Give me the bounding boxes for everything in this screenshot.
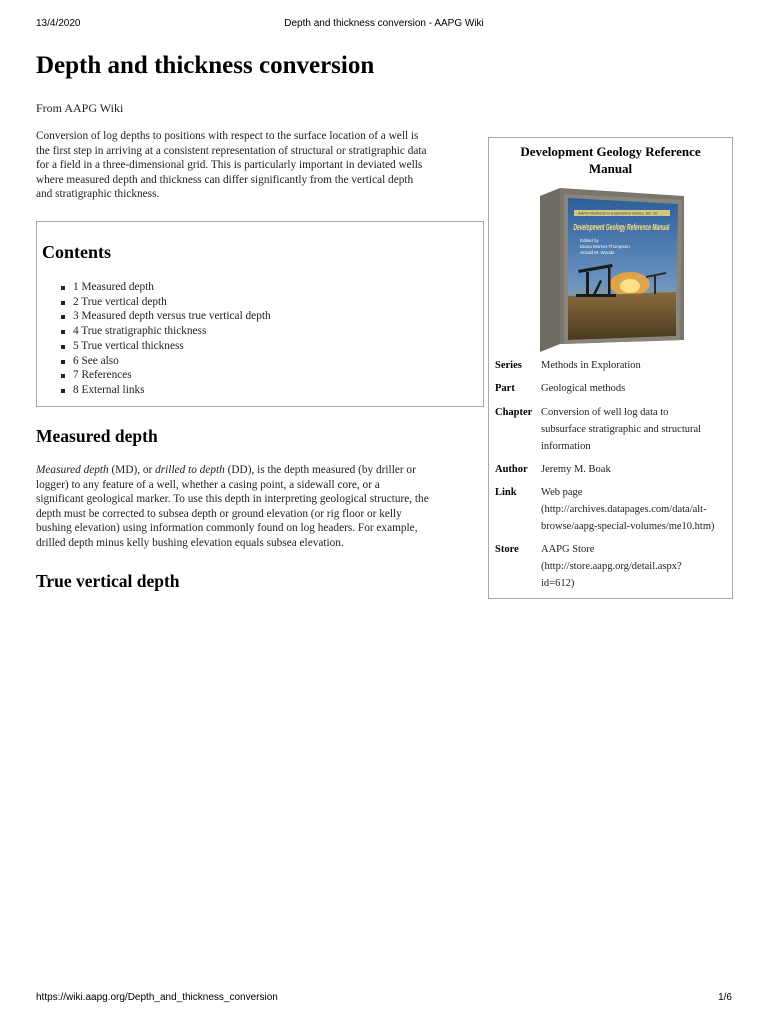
intro-line: and stratigraphic thickness.: [36, 188, 160, 201]
paragraph-line: significant geological marker. To use this depth in interpreting geological structure, the: [36, 493, 429, 506]
cover-editors-line: Edited by: [580, 238, 599, 243]
paragraph-line: bushing elevation) using information commonly found on log headers. For example,: [36, 522, 418, 535]
term-drilled-to-depth: drilled to depth: [155, 464, 225, 476]
toc-item-measured-depth[interactable]: 1 Measured depth: [61, 280, 271, 295]
cover-series-text: AAPG Methods in Exploration Series, No. 10: [578, 210, 658, 216]
infobox-store-value[interactable]: AAPG Store (http://store.aapg.org/detail.aspx? id=612): [541, 544, 682, 589]
infobox-value: Jeremy M. Boak: [541, 464, 611, 475]
paragraph-line: depth must be corrected to subsea depth or ground elevation (or rig floor or kelly: [36, 507, 402, 520]
print-url: https://wiki.aapg.org/Depth_and_thickness_conversion: [36, 992, 278, 1003]
toc-title: Contents: [42, 242, 112, 262]
paragraph-line: logger) to any feature of a well, whether a casing point, a sidewall core, or a: [36, 478, 380, 491]
infobox-value: Conversion of well log data to subsurface stratigraphic and structural information: [541, 407, 702, 452]
measured-depth-paragraph: Measured depth (MD), or drilled to depth (DD), is the depth measured (by driller or logger) to any feature of a well, whether a casing point, a sidewall core, or a significant geological marker. To use this depth in interpreting geological structure, the depth must be corrected to subsea depth or ground elevation (or rig floor or kelly bushing elevation) using information commonly found on log headers. For example, drilled depth minus kelly bushing elevation equals subsea elevation.: [36, 463, 480, 551]
infobox-label: Link: [495, 487, 517, 498]
infobox-label: Store: [495, 544, 519, 555]
paragraph-line: drilled depth minus kelly bushing elevation equals subsea elevation.: [36, 536, 344, 549]
toc-item-md-versus-tvd[interactable]: 3 Measured depth versus true vertical depth: [61, 309, 271, 324]
print-page-title: Depth and thickness conversion - AAPG Wiki: [284, 18, 484, 29]
page-title: Depth and thickness conversion: [36, 52, 375, 79]
intro-line: the first step in arriving at a consistent representation of structural or stratigraphic data: [36, 144, 427, 157]
site-subtitle: From AAPG Wiki: [36, 101, 124, 115]
intro-paragraph: [36, 129, 480, 202]
toc-item-see-also[interactable]: 6 See also: [61, 354, 271, 369]
intro-line: Conversion of log depths to positions with respect to the surface location of a well is: [36, 130, 419, 142]
toc-item-true-vertical-thickness[interactable]: 5 True vertical thickness: [61, 339, 271, 354]
intro-line: where measured depth and thickness can differ significantly from the vertical depth: [36, 173, 414, 186]
intro-line: for a field in a three-dimensional grid. This is particularly important in deviated wells: [36, 159, 423, 172]
infobox-label: Part: [495, 383, 515, 394]
infobox-label: Series: [495, 360, 522, 371]
term-measured-depth: Measured depth: [36, 464, 109, 476]
toc-item-references[interactable]: 7 References: [61, 368, 271, 383]
infobox-link-value[interactable]: Web page (http://archives.datapages.com/data/alt- browse/aapg-special-volumes/me10.htm): [541, 487, 715, 532]
print-page-number: 1/6: [718, 992, 732, 1003]
infobox-label: Author: [495, 464, 528, 475]
toc-item-external-links[interactable]: 8 External links: [61, 383, 271, 398]
infobox-value: Geological methods: [541, 383, 626, 394]
toc-item-true-stratigraphic-thickness[interactable]: 4 True stratigraphic thickness: [61, 324, 271, 339]
cover-editors-line: Diana Morton-Thompson: [580, 244, 630, 249]
cover-editors-line: Arnold M. Woods: [580, 250, 615, 255]
table-of-contents: [36, 221, 484, 407]
section-heading-true-vertical-depth: True vertical depth: [36, 571, 180, 591]
toc-item-true-vertical-depth[interactable]: 2 True vertical depth: [61, 295, 271, 310]
infobox-label: Chapter: [495, 407, 533, 418]
book-cover-image: [534, 184, 749, 354]
cover-title-text: Development Geology Reference Manual: [572, 222, 749, 232]
toc-list: [61, 280, 271, 398]
infobox: [488, 137, 749, 599]
section-heading-measured-depth: Measured depth: [36, 426, 158, 446]
infobox-title: Development Geology Reference Manual: [520, 144, 701, 176]
print-date: 13/4/2020: [36, 18, 81, 29]
infobox-value: Methods in Exploration: [541, 360, 641, 371]
